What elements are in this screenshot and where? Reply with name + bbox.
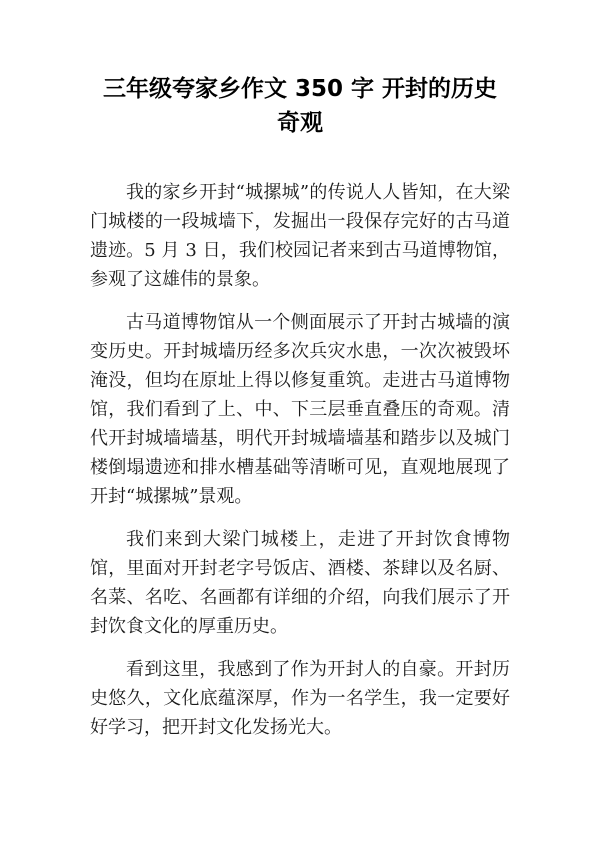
document-body — [90, 178, 510, 756]
document-title — [0, 72, 600, 140]
paragraph-3: 我们来到大梁门城楼上，走进了开封饮食博物馆，里面对开封老字号饭店、酒楼、茶肆以及名厨、名菜、名吃、名画都有详细的介绍，向我们展示了开封饮食文化的厚重历史。 — [90, 529, 510, 637]
paragraph-2: 古马道博物馆从一个侧面展示了开封古城墙的演变历史。开封城墙历经多次兵灾水患，一次次被毁坏淹没，但均在原址上得以修复重筑。走进古马道博物馆，我们看到了上、中、下三层垂直叠压的奇观。清代开封城墙墙基，明代开封城墙墙基和踏步以及城门楼倒塌遗迹和排水槽基础等清晰可见，直观地展现了开封“城摞城”景观。 — [90, 312, 510, 507]
title-line-2: 奇观 — [277, 110, 323, 136]
title-line-1: 三年级夸家乡作文 350 字 开封的历史 — [102, 76, 498, 102]
paragraph-1: 我的家乡开封“城摞城”的传说人人皆知，在大梁门城楼的一段城墙下，发掘出一段保存完好的古马道遗迹。5 月 3 日，我们校园记者来到古马道博物馆，参观了这雄伟的景象。 — [90, 182, 510, 290]
paragraph-4: 看到这里，我感到了作为开封人的自豪。开封历史悠久，文化底蕴深厚，作为一名学生，我一定要好好学习，把开封文化发扬光大。 — [90, 659, 510, 738]
